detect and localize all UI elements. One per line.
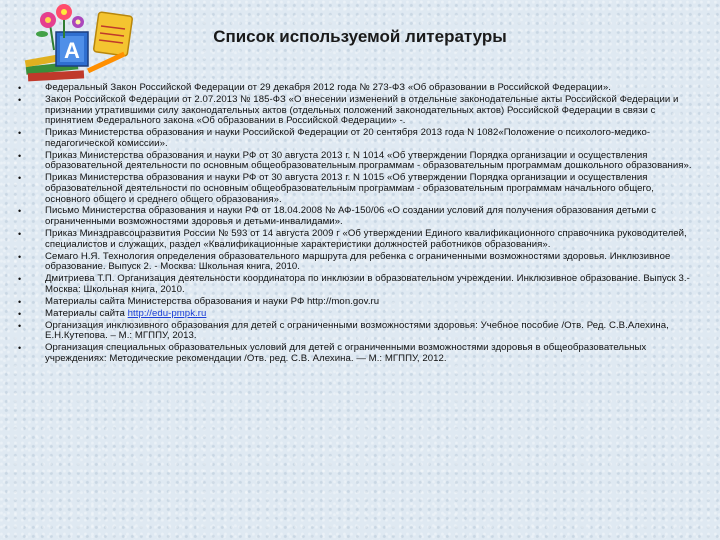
reference-item (18, 343, 702, 364)
bullet: • (18, 296, 22, 307)
bullet: • (18, 308, 22, 319)
reference-text: Приказ Министерства образования и науки РФ от 30 августа 2013 г. N 1014 «Об утверждении Порядка организации и осуществления образовательной деятельности по основным общеобразовательным программам - образовательным программам дошкольного образования». (45, 149, 692, 172)
bullet: • (18, 83, 22, 93)
reference-text: Письмо Министерства образования и науки РФ от 18.04.2008 № АФ-150/06 «О создании условий для получения образования детьми с ограниченными возможностями здоровья и детьми-инвалидами». (45, 205, 657, 228)
reference-text: Закон Российской Федерации от 2.07.2013 № 185-ФЗ «О внесении изменений в отдельные законодательные акты Российской Федерации и признании утратившими силу законодательных актов (отдельных положений законодательных актов) Российской Федерации в связи с принятием Федерального закона «Об образовании в Российской Федерации» -. (45, 93, 679, 127)
bullet: • (18, 150, 22, 161)
reference-item (18, 252, 702, 273)
reference-item (18, 83, 702, 94)
bullet: • (18, 320, 22, 331)
reference-text: Организация инклюзивного образования для детей с ограниченными возможностями здоровья: Учебное пособие /Отв. Ред. С.В.Алехина, Е.Н.Кутепова. – М.: МГППУ, 2013. (45, 319, 669, 342)
reference-text: Федеральный Закон Российской Федерации от 29 декабря 2012 года № 273-ФЗ «Об образовании в Российской Федерации». (45, 82, 611, 93)
reference-item (18, 206, 702, 227)
reference-item (18, 151, 702, 172)
bullet: • (18, 274, 22, 285)
reference-item (18, 128, 702, 149)
reference-item (18, 321, 702, 342)
bullet: • (18, 173, 22, 184)
reference-text: Дмитриева Т.П. Организация деятельности координатора по инклюзии в образовательном учреждении. Инклюзивное образование. Выпуск 3.- Москва: Школьная книга, 2010. (45, 273, 690, 295)
reference-text: Материалы сайта Министерства образования и науки РФ http://mon.gov.ru (45, 295, 380, 307)
reference-text: Приказ Министерства образования и науки Российской Федерации от 20 сентября 2013 года N 1082«Положение о психолого-медико-педагогической комиссии». (45, 127, 651, 149)
bullet: • (18, 94, 22, 105)
reference-text: Материалы сайта (45, 307, 128, 319)
references-list (18, 83, 702, 366)
reference-item (18, 173, 702, 205)
reference-text: Организация специальных образовательных условий для детей с ограниченными возможностями здоровья в общеобразовательных учреждениях: Методические рекомендации /Отв. ред. С.В. Алехина. — М.: МГППУ, 2012. (45, 342, 647, 364)
reference-item (18, 297, 702, 308)
svg-text:А: А (64, 38, 80, 63)
school-clipart-icon (24, 2, 134, 86)
edu-pmpk-link[interactable]: http://edu-pmpk.ru (127, 307, 207, 319)
bullet: • (18, 206, 22, 217)
reference-item (18, 274, 702, 295)
bullet: • (18, 343, 22, 354)
reference-item (18, 309, 702, 320)
reference-text: Приказ Министерства образования и науки РФ от 30 августа 2013 г. N 1015 «Об утверждении Порядка организации и осуществления образовательной деятельности по основным общеобразовательным программам - образовательным программам начального общего, основного общего и среднего общего образования». (45, 172, 654, 205)
bullet: • (18, 128, 22, 139)
reference-item (18, 95, 702, 127)
page-title: Список используемой литературы (213, 27, 507, 46)
bullet: • (18, 251, 22, 262)
bullet: • (18, 229, 22, 240)
reference-item (18, 229, 702, 250)
reference-text: Приказ Минздравсоцразвития России № 593 от 14 августа 2009 г «Об утверждении Единого квалификационного справочника руководителей, специалистов и служащих, раздел «Квалификационные характеристики должностей работников образования». (45, 228, 687, 250)
reference-text: Семаго Н.Я. Технология определения образовательного маршрута для ребенка с ограниченными возможностями здоровья. Инклюзивное образование. Выпуск 2. - Москва: Школьная книга, 2010. (45, 250, 671, 273)
